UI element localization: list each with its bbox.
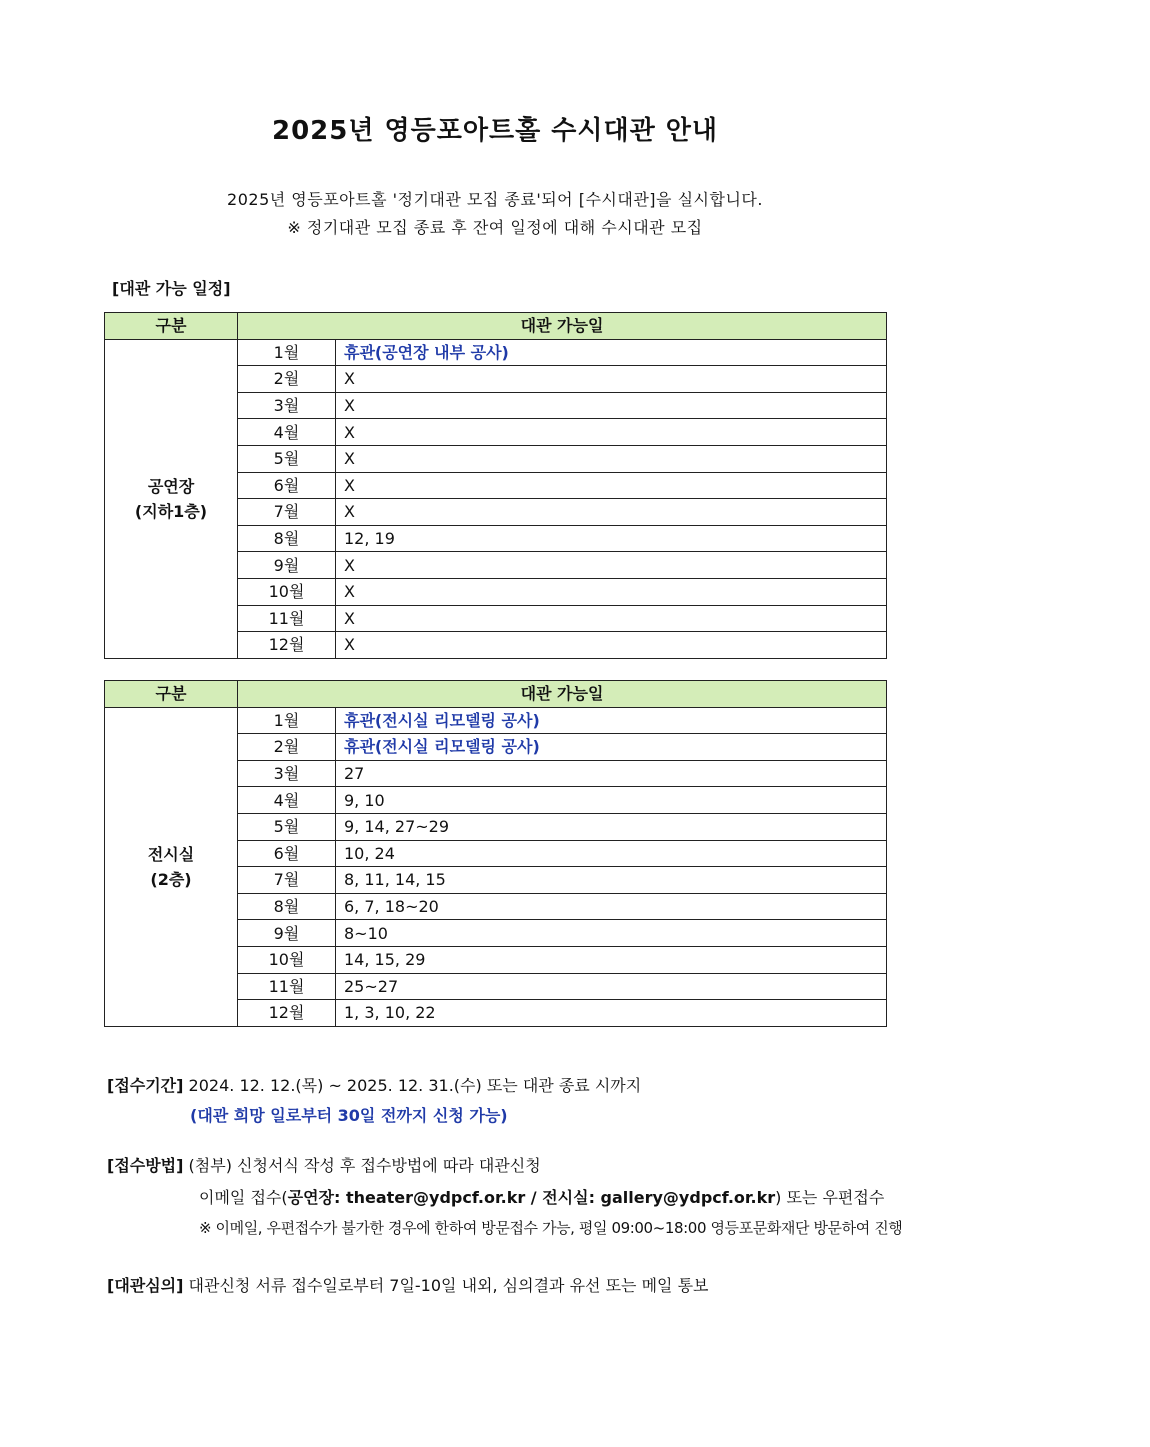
available-dates-cell: X	[336, 392, 887, 419]
month-cell: 2월	[238, 734, 336, 761]
table-header-row	[105, 313, 887, 340]
available-dates-cell: 휴관(전시실 리모델링 공사)	[336, 707, 887, 734]
available-dates-cell: 10, 24	[336, 840, 887, 867]
available-dates-cell: X	[336, 499, 887, 526]
reception-period	[107, 1073, 641, 1096]
header-available: 대관 가능일	[238, 313, 887, 340]
month-cell: 4월	[238, 787, 336, 814]
month-cell: 6월	[238, 472, 336, 499]
available-dates-cell: 9, 14, 27~29	[336, 813, 887, 840]
month-cell: 7월	[238, 499, 336, 526]
reception-email	[199, 1185, 884, 1208]
available-dates-cell: 8~10	[336, 920, 887, 947]
month-cell: 1월	[238, 339, 336, 366]
reception-method	[107, 1153, 541, 1176]
month-cell: 11월	[238, 973, 336, 1000]
available-dates-cell: X	[336, 552, 887, 579]
reception-period-label: [접수기간]	[107, 1076, 184, 1095]
available-dates-cell: X	[336, 419, 887, 446]
category-cell	[105, 707, 238, 1026]
month-cell: 3월	[238, 392, 336, 419]
available-dates-cell: 25~27	[336, 973, 887, 1000]
month-cell: 2월	[238, 366, 336, 393]
month-cell: 10월	[238, 578, 336, 605]
month-cell: 9월	[238, 920, 336, 947]
month-cell: 8월	[238, 525, 336, 552]
month-cell: 9월	[238, 552, 336, 579]
available-dates-cell: 9, 10	[336, 787, 887, 814]
available-dates-cell: X	[336, 366, 887, 393]
table-row	[105, 707, 887, 734]
category-name: 전시실	[147, 844, 195, 864]
available-dates-cell: 휴관(전시실 리모델링 공사)	[336, 734, 887, 761]
review	[107, 1273, 709, 1296]
available-dates-cell: 14, 15, 29	[336, 946, 887, 973]
available-dates-cell: X	[336, 632, 887, 659]
available-dates-cell: 27	[336, 760, 887, 787]
month-cell: 4월	[238, 419, 336, 446]
month-cell: 12월	[238, 1000, 336, 1027]
header-available: 대관 가능일	[238, 681, 887, 708]
category-floor: (2층)	[150, 869, 192, 889]
section-label: [대관 가능 일정]	[112, 279, 231, 298]
category-name: 공연장	[147, 476, 195, 496]
available-dates-cell: X	[336, 472, 887, 499]
theater-schedule-table	[104, 312, 887, 659]
gallery-schedule-table	[104, 680, 887, 1027]
month-cell: 8월	[238, 893, 336, 920]
review-text: 대관신청 서류 접수일로부터 7일-10일 내외, 심의결과 유선 또는 메일 통보	[188, 1276, 709, 1295]
month-cell: 10월	[238, 946, 336, 973]
month-cell: 1월	[238, 707, 336, 734]
intro-line-2: ※ 정기대관 모집 종료 후 잔여 일정에 대해 수시대관 모집	[287, 218, 703, 237]
reception-period-note: (대관 희망 일로부터 30일 전까지 신청 가능)	[190, 1106, 508, 1125]
email-addresses: 공연장: theater@ydpcf.or.kr / 전시실: gallery@ydpcf.or.kr	[287, 1188, 776, 1207]
reception-method-text: (첨부) 신청서식 작성 후 접수방법에 따라 대관신청	[188, 1156, 541, 1175]
available-dates-cell: 휴관(공연장 내부 공사)	[336, 339, 887, 366]
month-cell: 6월	[238, 840, 336, 867]
intro-line-1: 2025년 영등포아트홀 '정기대관 모집 종료'되어 [수시대관]을 실시합니다.	[227, 190, 763, 209]
reception-method-label: [접수방법]	[107, 1156, 184, 1175]
category-floor: (지하1층)	[134, 501, 208, 521]
reception-period-text: 2024. 12. 12.(목) ~ 2025. 12. 31.(수) 또는 대관 종료 시까지	[188, 1076, 642, 1095]
available-dates-cell: 1, 3, 10, 22	[336, 1000, 887, 1027]
table-row	[105, 339, 887, 366]
available-dates-cell: X	[336, 605, 887, 632]
review-label: [대관심의]	[107, 1276, 184, 1295]
email-prefix: 이메일 접수(	[199, 1188, 288, 1207]
reception-method-note: ※ 이메일, 우편접수가 불가한 경우에 한하여 방문접수 가능, 평일 09:00~18:00 영등포문화재단 방문하여 진행	[199, 1219, 903, 1237]
available-dates-cell: 8, 11, 14, 15	[336, 867, 887, 894]
month-cell: 5월	[238, 813, 336, 840]
email-suffix: ) 또는 우편접수	[775, 1188, 885, 1207]
available-dates-cell: X	[336, 578, 887, 605]
available-dates-cell: X	[336, 445, 887, 472]
available-dates-cell: 12, 19	[336, 525, 887, 552]
available-dates-cell: 6, 7, 18~20	[336, 893, 887, 920]
month-cell: 11월	[238, 605, 336, 632]
month-cell: 12월	[238, 632, 336, 659]
header-category: 구분	[105, 313, 238, 340]
month-cell: 7월	[238, 867, 336, 894]
table-header-row	[105, 681, 887, 708]
month-cell: 5월	[238, 445, 336, 472]
page-title: 2025년 영등포아트홀 수시대관 안내	[271, 116, 719, 146]
month-cell: 3월	[238, 760, 336, 787]
header-category: 구분	[105, 681, 238, 708]
category-cell	[105, 339, 238, 658]
